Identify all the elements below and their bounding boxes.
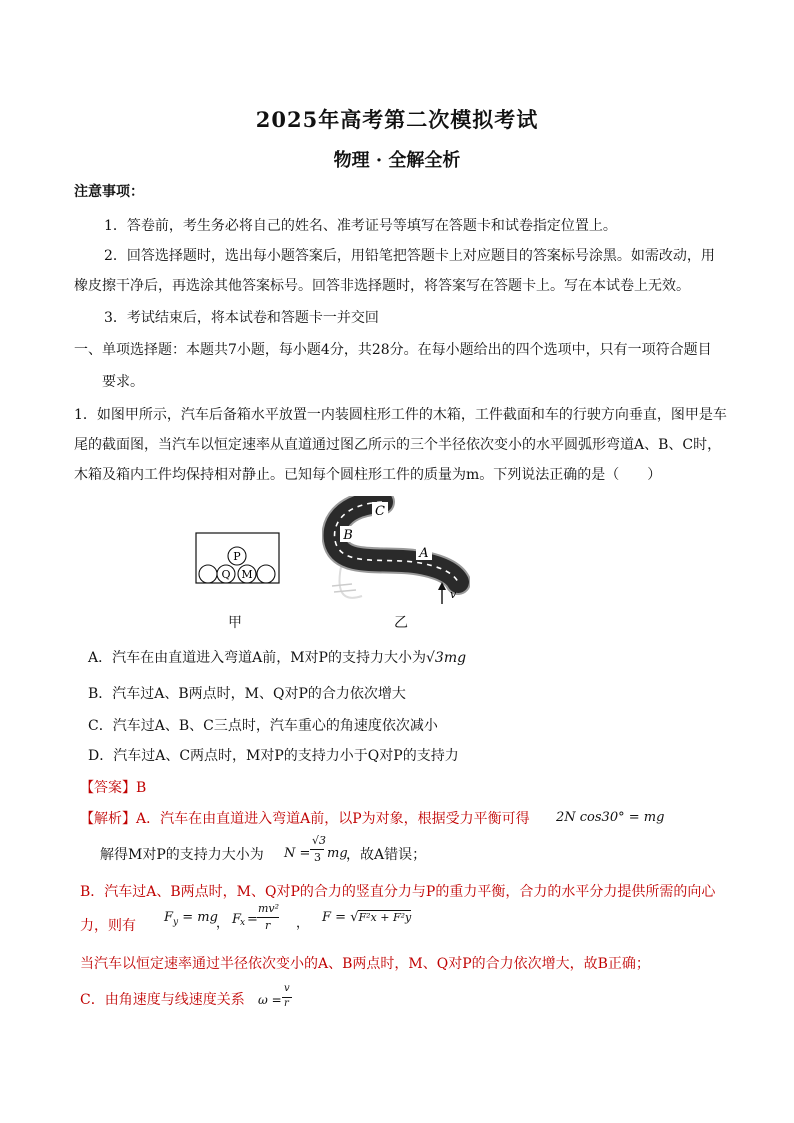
cylinder-left [199,565,217,583]
eq-fx-sub: x [240,918,246,928]
label-p: P [233,550,241,563]
notice-heading: 注意事项： [74,184,144,200]
eq-f-total-radicand: F²x + F²y [358,911,412,924]
eq-fx-num: mv² [258,902,280,915]
analysis-a-conclusion-post: ，故A错误； [346,847,427,863]
caption-left: 甲 [228,615,242,631]
section-heading: 一、单项选择题：本题共7小题，每小题4分，共28分。在每小题给出的四个选项中，只有一项符合题目 [74,342,712,358]
analysis-a-text: A．汽车在由直道进入弯道A前，以P为对象，根据受力平衡可得 [136,811,530,827]
cylinder-right [257,565,275,583]
eq-fy-sub: y [173,917,179,928]
option-d: D．汽车过A、C两点时，M对P的支持力小于Q对P的支持力 [88,748,459,764]
eq-n-den: 3 [314,851,321,864]
answer-label: 【答案】B [80,780,147,796]
eq-n-left: N = [284,846,311,861]
label-c: C [375,504,385,519]
eq-sep-1: ， [216,916,230,931]
analysis-b-line-1: B．汽车过A、B两点时，M、Q对P的合力的竖直分力与P的重力平衡，合力的水平分力提供所需的向心 [80,884,716,900]
notice-item-1: 1．答卷前，考生务必将自己的姓名、准考证号等填写在答题卡和试卷指定位置上。 [104,218,617,234]
analysis-a-line [80,809,530,829]
analysis-a-conclusion-pre: 解得M对P的支持力大小为 [100,847,264,863]
eq-fx [232,902,292,936]
analysis-label: 【解析】 [80,811,136,827]
analysis-b-line-2: 力，则有 [80,918,136,934]
eq-n-num: √3 [312,834,327,847]
exam-subtitle: 物理 · 全解全析 [333,150,461,171]
eq-fy-rhs: = mg [182,910,218,925]
analysis-a-equation: 2N cos30° = mg [556,810,665,825]
eq-fx-f: F [232,912,242,927]
notice-item-2-cont: 橡皮擦干净后，再选涂其他答案标号。回答非选择题时，将答案写在答题卡上。写在本试卷上无效。 [74,278,690,294]
eq-fy [164,910,218,928]
eq-omega [258,983,298,1016]
eq-n-bar [310,849,324,850]
analysis-b-conclusion: 当汽车以恒定速率通过半径依次变小的A、B两点时，M、Q对P的合力依次增大，故B正确； [80,956,650,972]
notice-item-2: 2．回答选择题时，选出每小题答案后，用铅笔把答题卡上对应题目的答案标号涂黑。如需改动，用 [104,248,715,264]
option-b: B．汽车过A、B两点时，M、Q对P的合力依次增大 [88,686,406,702]
eq-omega-left: ω = [258,993,282,1007]
eq-fx-den: r [265,919,271,932]
option-a-text: A．汽车在由直道进入弯道A前，M对P的支持力大小为 [88,650,426,666]
option-a [88,648,466,668]
option-c: C．汽车过A、B、C三点时，汽车重心的角速度依次减小 [88,718,438,734]
exam-title: 2025年高考第二次模拟考试 [255,107,539,132]
analysis-c-line: C．由角速度与线速度关系 [80,992,245,1008]
option-a-math: √3mg [425,650,467,666]
eq-n-right: mg [327,846,348,861]
notice-item-3: 3．考试结束后，将本试卷和答题卡一并交回 [104,310,379,326]
label-v: v [450,588,457,601]
label-b: B [343,528,353,543]
label-m: M [241,568,253,581]
figure-curved-road [322,496,470,608]
caption-right: 乙 [394,615,408,631]
eq-f-total [322,910,411,925]
question-stem-2: 尾的截面图，当汽车以恒定速率从直道通过图乙所示的三个半径依次变小的水平圆弧形弯道A、B、C时， [74,437,722,453]
eq-fx-bar [257,917,279,918]
section-heading-cont: 要求。 [102,374,144,390]
eq-f-total-left: F = [322,910,351,925]
eq-fx-equals: = [247,912,258,927]
eq-omega-num: v [284,983,290,994]
eq-omega-den: r [284,998,289,1009]
figure-box-cylinders [195,530,281,586]
sqrt-icon: √ [350,910,359,925]
label-a: A [419,546,429,561]
question-stem-3: 木箱及箱内工件均保持相对静止。已知每个圆柱形工件的质量为m。下列说法正确的是（ ） [74,467,662,483]
question-stem-1: 1．如图甲所示，汽车后备箱水平放置一内装圆柱形工件的木箱，工件截面和车的行驶方向垂直，图甲是车 [74,407,727,423]
eq-fy-f: F [164,910,174,925]
eq-sep-2: ， [296,916,310,931]
label-q: Q [221,568,231,581]
